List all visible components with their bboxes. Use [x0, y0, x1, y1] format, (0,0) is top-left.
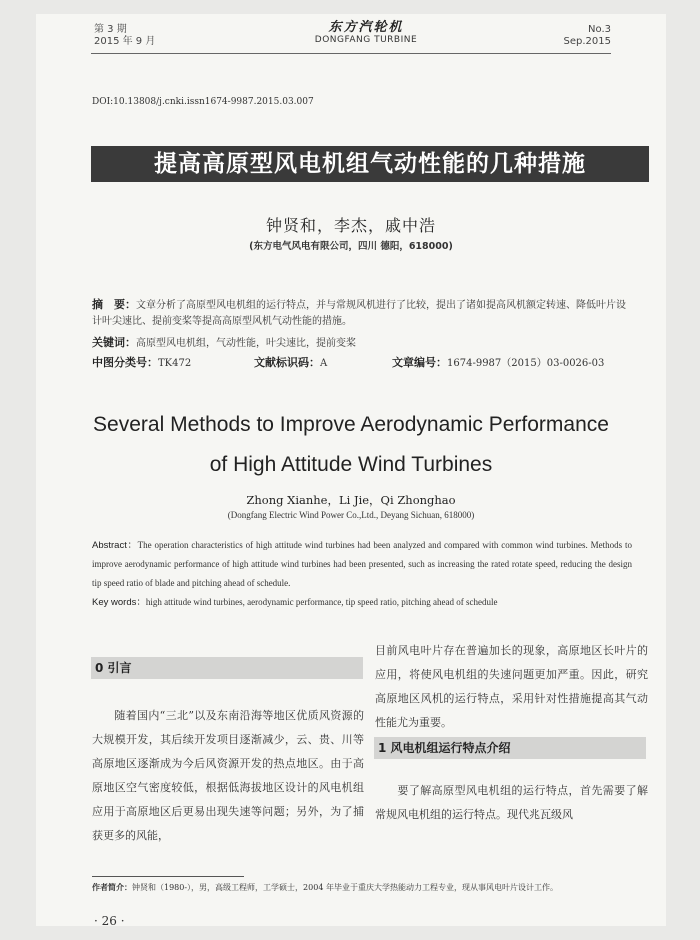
author-footnote [92, 882, 652, 893]
keywords-en [92, 594, 498, 608]
affiliation-zh: (东方电气风电有限公司，四川 德阳，618000) [249, 241, 453, 252]
keywords-zh-label: 关键词： [92, 336, 136, 349]
authors-zh: 钟贤和，李杰，戚中浩 [265, 216, 436, 235]
operation-paragraph [375, 779, 648, 827]
affiliation-en: (Dongfang Electric Wind Power Co.,Ltd., Deyang Sichuan, 618000) [227, 510, 475, 520]
page-number: · 26 · [94, 914, 125, 928]
doc-value: A [320, 358, 328, 369]
doc-code [254, 354, 327, 370]
header-issue-zh [94, 24, 155, 48]
intro-continued-paragraph: 目前风电叶片存在普遍加长的现象，高原地区长叶片的应用，将使风电机组的失速问题更加严重。因此，研究高原地区风机的运行特点，采用针对性措施提高其气动性能尤为重要。 [375, 644, 648, 729]
intro-text: 随着国内“三北”以及东南沿海等地区优质风资源的大规模开发，其后续开发项目逐渐减少，云、贵、川等高原地区逐渐成为今后风资源开发的热点地区。由于高原地区空气密度较低，根据低海拔地区设计的风电机组应用于高原地区后更易出现失速等问题；另外，为了捕获更多的风能， [92, 709, 364, 842]
footnote-label: 作者简介： [92, 883, 132, 892]
issue-zh: 第 3 期 [94, 24, 127, 35]
footnote-rule [92, 876, 244, 877]
date-zh: 2015 年 9 月 [94, 36, 156, 47]
abstract-zh-text: 文章分析了高原型风电机组的运行特点，并与常规风机进行了比较，提出了诸如提高风机额定转速、降低叶片设计叶尖速比、提前变桨等提高高原型风机气动性能的措施。 [92, 300, 626, 327]
journal-logo: 东方汽轮机 [328, 20, 404, 35]
journal-masthead [286, 20, 446, 46]
intro-paragraph [92, 704, 364, 848]
header-issue-en [564, 24, 611, 48]
keywords-en-text: high attitude wind turbines, aerodynamic performance, tip speed ratio, pitching ahead of schedule [145, 597, 498, 607]
article-value: 1674-9987（2015）03-0026-03 [447, 358, 605, 369]
abstract-en [92, 536, 632, 593]
doi: DOI:10.13808/j.cnki.issn1674-9987.2015.03.007 [92, 97, 314, 107]
authors-en: Zhong Xianhe，Li Jie，Qi Zhonghao [246, 493, 456, 507]
header-rule [91, 53, 611, 54]
abstract-zh [92, 296, 632, 330]
clc-code [92, 354, 191, 370]
keywords-en-label: Key words： [92, 597, 146, 608]
clc-value: TK472 [158, 358, 192, 369]
issue-en: No.3 [588, 24, 611, 35]
title-banner [91, 146, 649, 182]
journal-name-en: DONGFANG TURBINE [314, 35, 418, 45]
keywords-zh [92, 334, 356, 351]
journal-page [36, 14, 666, 926]
abstract-zh-label: 摘 要： [92, 298, 136, 311]
title-en [36, 405, 666, 485]
article-number [392, 354, 604, 370]
title-en-line2: of High Attitude Wind Turbines [209, 453, 493, 476]
clc-label: 中图分类号： [92, 356, 158, 369]
section-heading-operation: 1 风电机组运行特点介绍 [374, 737, 646, 759]
abstract-en-label: Abstract： [92, 540, 138, 551]
doc-label: 文献标识码： [254, 356, 320, 369]
title-zh: 提高高原型风电机组气动性能的几种措施 [154, 151, 586, 177]
article-label: 文章编号： [392, 356, 447, 369]
footnote-text: 钟贤和（1980-），男，高级工程师，工学硕士，2004 年毕业于重庆大学热能动力工程专业，现从事风电叶片设计工作。 [132, 883, 558, 892]
keywords-zh-text: 高原型风电机组，气动性能，叶尖速比，提前变桨 [136, 338, 356, 349]
date-en: Sep.2015 [563, 36, 611, 47]
title-en-line1: Several Methods to Improve Aerodynamic Performance [93, 413, 609, 436]
abstract-en-text: The operation characteristics of high attitude wind turbines had been analyzed and compared with common wind turbines. Methods to improve aerodynamic performance of high attitude wind turbines had been presented, such as increasing the rated rotate speed, reducing the design tip speed ratio of blade and pitching ahead of schedule. [92, 540, 632, 588]
section-heading-intro: 0 引言 [91, 657, 363, 679]
operation-text: 要了解高原型风电机组的运行特点，首先需要了解常规风电机组的运行特点。现代兆瓦级风 [375, 784, 648, 821]
